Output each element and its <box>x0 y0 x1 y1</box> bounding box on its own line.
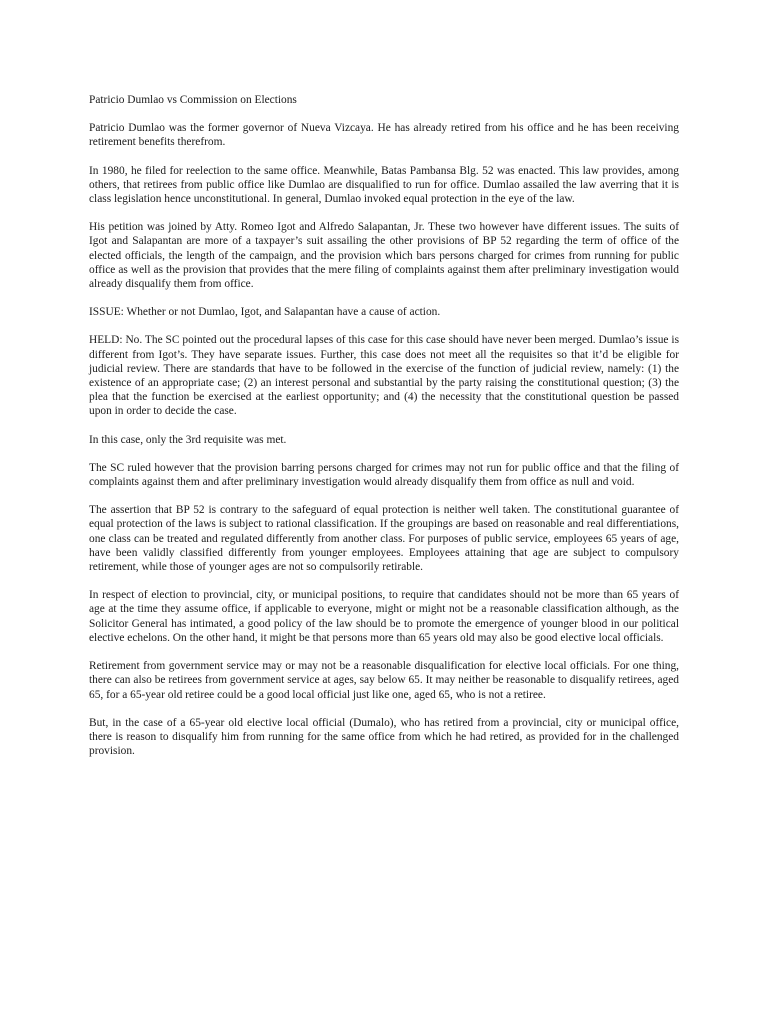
paragraph-background: Patricio Dumlao was the former governor of Nueva Vizcaya. He has already retired from his office and he has been receiving retirement benefits therefrom. <box>89 122 679 149</box>
paragraph-held: HELD: No. The SC pointed out the procedural lapses of this case for this case should have never been merged. Dumlao’s issue is different from Igot’s. They have separate issues. Further, this case does not meet all the requisites so that it’d be eligible for judicial review. There are standards that have to be followed in the exercise of the function of judicial review, namely: (1) the existence of an appropriate case; (2) an interest personal and substantial by the party raising the constitutional question; (3) the plea that the function be exercised at the earliest opportunity; and (4) the necessity that the constitutional question be passed upon in order to decide the case. <box>89 334 679 418</box>
paragraph-conclusion: But, in the case of a 65-year old elective local official (Dumalo), who has retired from a provincial, city or municipal office, there is reason to disqualify him from running for the same office from which he had retired, as provided for in the challenged provision. <box>89 716 679 758</box>
paragraph-equal-protection: The assertion that BP 52 is contrary to the safeguard of equal protection is neither well taken. The constitutional guarantee of equal protection of the laws is subject to rational classification. If the groupings are based on reasonable and real differentiations, one class can be treated and regulated differently from another class. For purposes of public service, employees 65 years of age, have been validly classified differently from younger employees. Employees attaining that age are subject to compulsory retirement, while those of younger ages are not so compulsorily retirable. <box>89 504 679 574</box>
paragraph-reelection: In 1980, he filed for reelection to the same office. Meanwhile, Batas Pambansa Blg. 52 was enacted. This law provides, among others, that retirees from public office like Dumlao are disqualified to run for office. Dumlao assailed the law averring that it is class legislation hence unconstitutional. In general, Dumlao invoked equal protection in the eye of the law. <box>89 164 679 206</box>
paragraph-retirement: Retirement from government service may or may not be a reasonable disqualification for elective local officials. For one thing, there can also be retirees from government service at ages, say below 65. It may neither be reasonable to disqualify retirees, aged 65, for a 65-year old retiree could be a good local official just like one, aged 65, who is not a retiree. <box>89 660 679 701</box>
document-title: Patricio Dumlao vs Commission on Elections <box>89 94 297 106</box>
paragraph-petition: His petition was joined by Atty. Romeo Igot and Alfredo Salapantan, Jr. These two however have different issues. The suits of Igot and Salapantan are more of a taxpayer’s suit assailing the other provisions of BP 52 regarding the term of office of the elected officials, the length of the campaign, and the provision which bars persons charged for crimes from running for public office as well as the provision that provides that the mere filing of complaints against them after preliminary investigation would already disqualify them from office. <box>89 221 679 291</box>
paragraph-issue: ISSUE: Whether or not Dumlao, Igot, and Salapantan have a cause of action. <box>89 306 441 319</box>
document-page <box>89 93 679 772</box>
paragraph-ruling: The SC ruled however that the provision barring persons charged for crimes may not run for public office and that the filing of complaints against them and after preliminary investigation would already disqualify them from office as null and void. <box>89 461 679 489</box>
paragraph-election-age: In respect of election to provincial, city, or municipal positions, to require that candidates should not be more than 65 years of age at the time they assume office, if applicable to everyone, might or might not be a reasonable classification although, as the Solicitor General has intimated, a good policy of the law should be to promote the emergence of younger blood in our political elective echelons. On the other hand, it might be that persons more than 65 years old may also be good elective local officials. <box>89 589 679 644</box>
paragraph-requisite: In this case, only the 3rd requisite was met. <box>89 433 287 446</box>
